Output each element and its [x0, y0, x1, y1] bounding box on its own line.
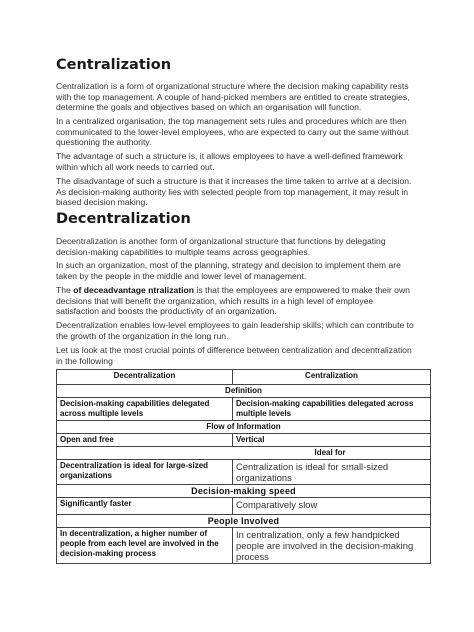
decentralization-paragraph-4: Decentralization enables low-level employees to gain leadership skills; which can contribute to the growth of the organization in the long run.	[56, 320, 414, 341]
comparison-table	[56, 369, 431, 564]
decentralization-paragraph-3	[56, 285, 416, 317]
speed-decentralization: Significantly faster	[57, 498, 233, 515]
table-row	[57, 398, 431, 421]
table-section-row	[57, 447, 431, 460]
definition-centralization: Decision-making capabilities delegated across multiple levels	[233, 398, 431, 421]
decentralization-paragraph-1: Decentralization is another form of organizational structure that functions by delegating decision-making capabilities to multiple teams across geographies.	[56, 236, 386, 257]
advantage-prefix: The	[56, 285, 74, 295]
centralization-paragraph-1: Centralization is a form of organizational structure where the decision making capability rests with the top management. A couple of hand-picked members are entitled to create strategies, determine the goals and objectives based on which an organisation will function.	[56, 81, 410, 113]
centralization-column-header: Centralization	[233, 370, 431, 385]
people-centralization: In centralization, only a few handpicked people are involved in the decision-making process	[233, 528, 431, 564]
table-section-row	[57, 485, 431, 498]
advantage-bold-text: of deceadvantage ntralization	[73, 285, 195, 295]
people-label: People Involved	[57, 515, 431, 528]
table-row	[57, 528, 431, 564]
decentralization-heading: Decentralization	[56, 211, 191, 227]
flow-decentralization: Open and free	[57, 434, 233, 447]
flow-centralization: Vertical	[233, 434, 431, 447]
ideal-decentralization: Decentralization is ideal for large-sized organizations	[57, 460, 233, 485]
decentralization-paragraph-2: In such an organization, most of the planning, strategy and decision to implement them are taken by the people in the middle and lower level of management.	[56, 260, 401, 281]
centralization-heading: Centralization	[56, 57, 172, 73]
table-section-row	[57, 385, 431, 398]
table-row	[57, 498, 431, 515]
table-section-row	[57, 515, 431, 528]
centralization-paragraph-3: The advantage of such a structure is, it allows employees to have a well-defined framework within which all work needs to carried out.	[56, 151, 403, 172]
speed-label: Decision-making speed	[57, 485, 431, 498]
decentralization-paragraph-5: Let us look at the most crucial points of difference between centralization and decentralization in the following	[56, 345, 412, 366]
definition-decentralization: Decision-making capabilities delegated across multiple levels	[57, 398, 233, 421]
speed-centralization: Comparatively slow	[233, 498, 431, 515]
centralization-paragraph-2: In a centralized organisation, the top management sets rules and procedures which are then communicated to the lower-level employees, who are expected to carry out the same without questioning the authority.	[56, 116, 409, 148]
table-section-row	[57, 421, 431, 434]
table-row	[57, 460, 431, 485]
ideal-label: Ideal for	[233, 447, 431, 460]
centralization-paragraph-4: The disadvantage of such a structure is that it increases the time taken to arrive at a decision. As decision-making authority lies with selected people from top management, it may result in biased decision making.	[56, 176, 412, 208]
ideal-centralization: Centralization is ideal for small-sized organizations	[233, 460, 431, 485]
flow-label: Flow of Information	[57, 421, 431, 434]
definition-label: Definition	[57, 385, 431, 398]
decentralization-column-header: Decentralization	[57, 370, 233, 385]
table-header-row	[57, 370, 431, 385]
advantage-rest: is that the employees are empowered to make their own decisions that will benefit the organization, which results in a high level of employee satisfaction and boosts the productivity of an organization.	[56, 285, 410, 317]
people-decentralization: In decentralization, a higher number of people from each level are involved in the decision-making process	[57, 528, 233, 564]
table-row	[57, 434, 431, 447]
